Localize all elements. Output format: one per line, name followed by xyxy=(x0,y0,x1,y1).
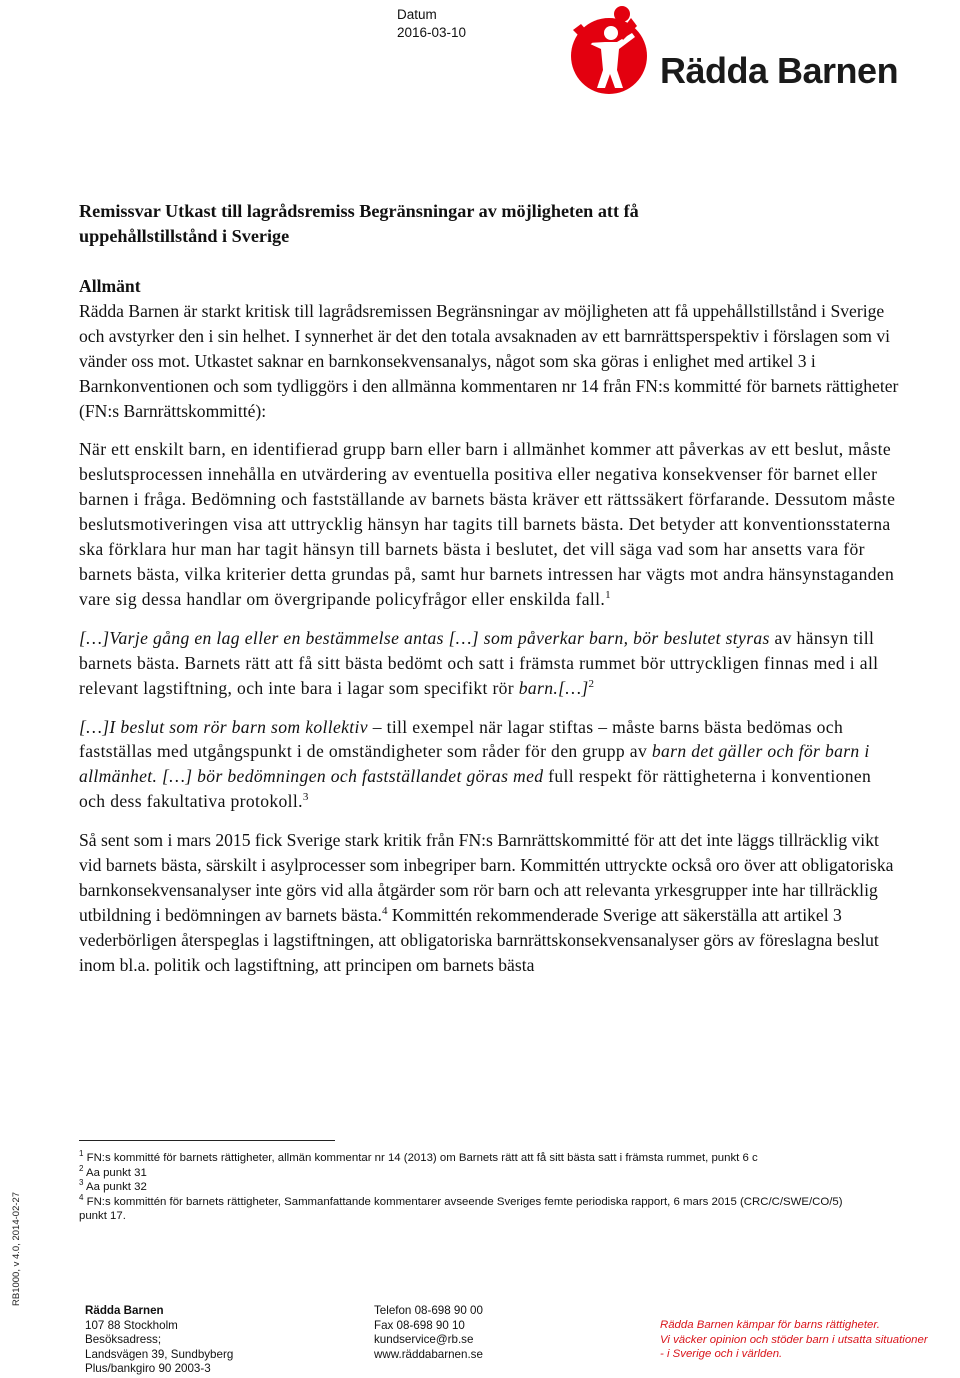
footnote xyxy=(79,1180,869,1195)
quote-3-text-a: – till exempel när lagar stiftas – måste barns bästa bedömas och fastställas med utgångspunkt i de omständigheter som råder för den grupp av xyxy=(79,716,844,762)
paragraph-committee xyxy=(79,828,899,977)
footer-address-line: Plus/bankgiro 90 2003-3 xyxy=(85,1362,211,1376)
quote-general-comment xyxy=(79,437,899,611)
quote-collective xyxy=(79,715,899,815)
footer-address xyxy=(85,1304,233,1377)
footer-phone: Telefon 08-698 90 00 xyxy=(374,1304,483,1317)
footnote-divider xyxy=(79,1140,335,1141)
footer-slogan-line: Vi väcker opinion och stöder barn i utsatta situationer xyxy=(660,1333,928,1346)
page-title xyxy=(79,199,899,249)
footer-org-name: Rädda Barnen xyxy=(85,1304,164,1317)
quote-2-text: av hänsyn till barnets bästa. Barnets rätt att få sitt bästa bedömt och satt i främsta rummet bör uttryckligen finnas med i all relevant lagstiftning, och inte bara i lagar som specifikt rör xyxy=(79,627,879,698)
document-version-code: RB1000, v 4.0, 2014-02-27 xyxy=(11,1191,22,1306)
footer-slogan-line: - i Sverige och i världen. xyxy=(660,1348,783,1361)
footnote-text: FN:s kommittén för barnets rättigheter, Sammanfattande kommentarer avseende Sveriges femte periodiska rapport, 6 mars 2015 (CRC/C/SWE/CO/5) punkt 17. xyxy=(79,1195,843,1223)
footer-fax: Fax 08-698 90 10 xyxy=(374,1318,465,1332)
footnotes xyxy=(79,1151,869,1224)
paragraph-2-text-a: Så sent som i mars 2015 fick Sverige stark kritik från FN:s Barnrättskommitté för att det inte läggs tillräcklig vikt vid barnets bästa, särskilt i asylprocesser som inbegriper barn. Kommittén uttryckte också oro över att obligatoriska barnkonsekvensanalyser inte görs vid alla åtgärder som rör barn och att relevanta yrkesgrupper inte har tillräcklig utbildning i bedömningen av barnets bästa. xyxy=(79,830,894,925)
date-label: Datum xyxy=(397,7,437,22)
footnote-ref-3: 3 xyxy=(302,791,309,804)
quote-3-italic-b: barn det gäller och för barn i allmänhet. […] bör bedömningen och fastställandet göras med xyxy=(79,741,870,787)
footer-contact xyxy=(374,1304,483,1362)
footnote-text: Aa punkt 32 xyxy=(86,1181,147,1194)
title-line-2: uppehållstillstånd i Sverige xyxy=(79,226,290,246)
footnote-number: 1 xyxy=(79,1149,84,1159)
paragraph-intro: Rädda Barnen är starkt kritisk till lagrådsremissen Begränsningar av möjligheten att få uppehållstillstånd i Sverige och avstyrker den i sin helhet. I synnerhet är det den totala avsaknaden av ett barnrättsperspektiv i förslagen som vi vänder oss mot. Utkastet saknar en barnkonsekvensanalys, något som ska göras i enlighet med artikel 3 i Barnkonventionen och som tydliggörs i den allmänna kommentaren nr 14 från FN:s kommitté för barnets rättigheter (FN:s Barnrättskommitté): xyxy=(79,300,899,421)
footnote-number: 3 xyxy=(79,1178,84,1188)
footer-address-line: Besöksadress; xyxy=(85,1333,162,1347)
quote-1-text: När ett enskilt barn, en identifierad grupp barn eller barn i allmänhet kommer att påverkas av ett beslut, måste beslutsprocessen innehålla en utvärdering av eventuella positiva eller negativa konsekvenser för barnet eller barnen i fråga. Bedömning och fastställande av barnets bästa kräver ett rättssäkert förfarande. Dessutom måste beslutsmotiveringen visa att uttrycklig hänsyn har tagits till barnets bästa. Det betyder att konventionsstaterna ska förklara hur man har tagit hänsyn till barnets bästa i beslutet, det vill säga vad som har ansetts vara för barnets bästa, vilka kriterier detta grundas på, samt hur barnets intressen har vägts mot andra hänsynstaganden vare sig dessa handlar om övergripande policyfrågor eller enskilda fall. xyxy=(79,439,896,609)
section-heading: Allmänt xyxy=(79,276,141,296)
footnote-text: FN:s kommitté för barnets rättigheter, allmän kommentar nr 14 (2013) om Barnets rätt att få sitt bästa satt i främsta rummet, punkt 6 c xyxy=(86,1152,758,1164)
footnote xyxy=(79,1151,869,1166)
footnote-ref-4: 4 xyxy=(381,904,388,917)
footer-slogan-line: Rädda Barnen kämpar för barns rättigheter. xyxy=(660,1319,880,1331)
document-body xyxy=(79,199,899,978)
footnote-ref-2: 2 xyxy=(588,677,595,690)
quote-legislation xyxy=(79,626,899,701)
footnote-ref-1: 1 xyxy=(605,589,611,602)
logo-figure-icon xyxy=(565,4,655,100)
date-value: 2016-03-10 xyxy=(397,25,467,40)
title-line-1: Remissvar Utkast till lagrådsremiss Begränsningar av möjligheten att få xyxy=(79,201,639,221)
date-block xyxy=(397,6,466,42)
footnote-number: 2 xyxy=(79,1163,84,1173)
footnote xyxy=(79,1163,869,1181)
footer-address-line: 107 88 Stockholm xyxy=(85,1318,178,1332)
footnote-number: 4 xyxy=(79,1192,84,1202)
quote-2-end: barn.[…] xyxy=(518,677,589,698)
quote-3-text-b: full respekt för rättigheterna i konventionen och dess fakultativa protokoll. xyxy=(79,766,872,812)
footer-web-link[interactable]: www.räddabarnen.se xyxy=(374,1347,483,1361)
footnote-text: Aa punkt 31 xyxy=(86,1166,147,1179)
footer-slogan xyxy=(660,1318,928,1362)
footer-email-link[interactable]: kundservice@rb.se xyxy=(374,1333,474,1347)
footer-address-line: Landsvägen 39, Sundbyberg xyxy=(85,1347,234,1361)
quote-3-italic-a: […]I beslut som rör barn som kollektiv xyxy=(79,716,368,737)
quote-2-italic: […]Varje gång en lag eller en bestämmelse antas […] som påverkar barn, bör beslutet styras xyxy=(79,627,770,648)
logo xyxy=(565,4,940,100)
footnote xyxy=(79,1192,869,1224)
paragraph-2-text-b: Kommittén rekommenderade Sverige att säkerställa att artikel 3 vederbörligen återspeglas i lagstiftningen, att obligatoriska barnrättskonsekvensanalyser görs av föreslagna beslut inom bl.a. politik och lagstiftning, att principen om barnets bästa xyxy=(79,904,879,975)
logo-wordmark: Rädda Barnen xyxy=(660,50,899,91)
